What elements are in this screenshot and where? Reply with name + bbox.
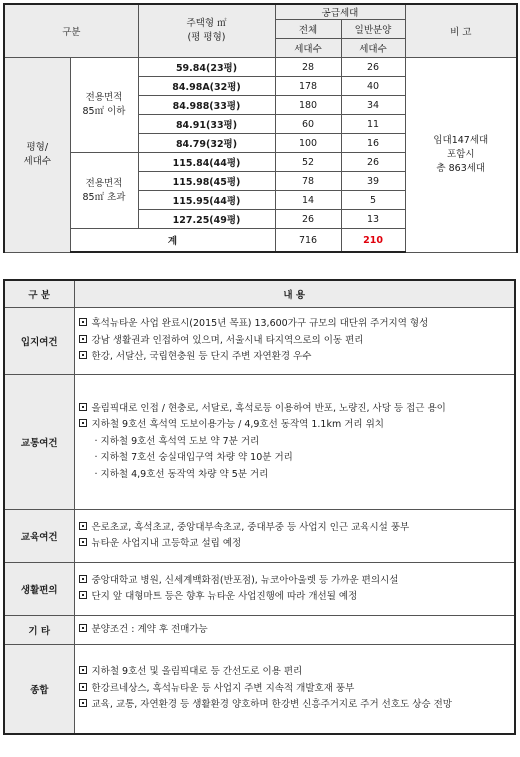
section-label-etc: 기 타	[4, 616, 74, 645]
remarks-cell	[405, 58, 517, 253]
general-cell: 26	[341, 153, 405, 172]
general-cell: 34	[341, 96, 405, 115]
square-bullet-icon	[79, 318, 87, 326]
bullet-text: 흑석뉴타운 사업 완료시(2015년 목표) 13,600가구 규모의 대단위 주거지역 형성	[91, 318, 429, 330]
total-cell: 14	[275, 191, 341, 210]
square-bullet-icon	[79, 666, 87, 674]
header-general-households: 세대수	[341, 39, 405, 58]
bullet-text: 한강, 서달산, 국립현충원 등 단지 주변 자연환경 우수	[91, 351, 312, 363]
bullet-line	[79, 520, 511, 537]
general-cell: 5	[341, 191, 405, 210]
header-supply: 공급세대	[275, 4, 405, 20]
bullet-text: 올림픽대로 인접 / 현충로, 서달로, 흑석로등 이용하여 반포, 노량진, 사당 등 접근 용이	[91, 402, 446, 414]
sub-line: · 지하철 4,9호선 동작역 차량 약 5분 거리	[94, 468, 269, 480]
bullet-text: 지하철 9호선 및 올림픽대로 등 간선도로 이용 편리	[91, 666, 303, 678]
section-label-transport: 교통여건	[4, 375, 74, 510]
sub-line: · 지하철 9호선 흑석역 도보 약 7분 거리	[94, 435, 260, 447]
bullet-line	[79, 349, 511, 366]
unit-type-cell: 84.91(33평)	[138, 115, 275, 134]
bullet-text: 중앙대학교 병원, 신세계백화점(반포점), 뉴코아아울렛 등 가까운 편의시설	[91, 574, 399, 586]
section-content-education	[74, 510, 515, 563]
unit-type-cell: 115.98(45평)	[138, 172, 275, 191]
bullet-line	[79, 573, 511, 590]
header-gubun: 구분	[4, 4, 138, 58]
unit-type-cell: 115.95(44평)	[138, 191, 275, 210]
square-bullet-icon	[79, 699, 87, 707]
unit-supply-table	[3, 3, 518, 253]
unit-type-cell: 127.25(49평)	[138, 210, 275, 229]
total-cell: 28	[275, 58, 341, 77]
section-label-summary: 종합	[4, 645, 74, 735]
square-bullet-icon	[79, 403, 87, 411]
unit-type-cell: 84.98A(32평)	[138, 77, 275, 96]
sum-general: 210	[341, 229, 405, 253]
total-cell: 60	[275, 115, 341, 134]
total-cell: 78	[275, 172, 341, 191]
bullet-line	[79, 333, 511, 350]
section-label-education: 교육여건	[4, 510, 74, 563]
bullet-line	[79, 681, 511, 698]
bullet-text: 강남 생활권과 인접하여 있으며, 서울시내 타지역으로의 이동 편리	[91, 334, 364, 346]
unit-type-cell: 115.84(44평)	[138, 153, 275, 172]
bullet-line	[79, 316, 511, 333]
square-bullet-icon	[79, 351, 87, 359]
section-content-convenience	[74, 563, 515, 616]
total-cell: 178	[275, 77, 341, 96]
group-85-below	[70, 58, 138, 153]
remarks-line2: 포함시	[447, 148, 475, 160]
remarks-line3: 총 863세대	[436, 162, 486, 174]
bullet-line	[79, 589, 511, 606]
section-content-location	[74, 308, 515, 375]
bullet-text: 교육, 교통, 자연환경 등 생활환경 양호하며 한강변 신흥주거지로 주거 선호도 상승 전망	[91, 699, 452, 711]
square-bullet-icon	[79, 683, 87, 691]
header-total: 전체	[275, 20, 341, 39]
bullet-text: 뉴타운 사업지내 고등학교 설립 예정	[91, 538, 242, 549]
unit-type-cell: 84.988(33평)	[138, 96, 275, 115]
header-remarks: 비 고	[405, 4, 517, 58]
bullet-line	[79, 664, 511, 681]
general-cell: 16	[341, 134, 405, 153]
bullet-line	[79, 417, 511, 434]
square-bullet-icon	[79, 522, 87, 530]
unit-type-cell: 84.79(32평)	[138, 134, 275, 153]
bullet-text: 단지 앞 대형마트 등은 향후 뉴타운 사업진행에 따라 개선될 예정	[91, 591, 358, 602]
square-bullet-icon	[79, 575, 87, 583]
square-bullet-icon	[79, 538, 87, 546]
square-bullet-icon	[79, 335, 87, 343]
group2-line1: 전용면적	[85, 177, 123, 189]
section-content-transport	[74, 375, 515, 510]
section-label-location: 입지여건	[4, 308, 74, 375]
sum-label: 계	[70, 229, 275, 253]
square-bullet-icon	[79, 419, 87, 427]
general-cell: 40	[341, 77, 405, 96]
location-info-table	[3, 279, 516, 735]
general-cell: 39	[341, 172, 405, 191]
section-label-convenience: 생활편의	[4, 563, 74, 616]
section-content-summary	[74, 645, 515, 735]
bullet-text: 한강르네상스, 흑석뉴타운 등 사업지 주변 지속적 개발호재 풍부	[91, 682, 355, 694]
bullet-line	[79, 536, 511, 553]
bullet-line	[79, 697, 511, 714]
group-85-above	[70, 153, 138, 229]
bullet-line	[79, 622, 511, 639]
header-unit-type-line2: (평 평형)	[187, 32, 226, 43]
general-cell: 11	[341, 115, 405, 134]
sub-line: · 지하철 7호선 숭실대입구역 차량 약 10분 거리	[94, 452, 293, 464]
unit-type-cell: 59.84(23평)	[138, 58, 275, 77]
square-bullet-icon	[79, 624, 87, 632]
side-label	[4, 58, 70, 253]
side-label-line1: 평형/	[26, 141, 49, 153]
header-content: 내 용	[74, 280, 515, 308]
total-cell: 26	[275, 210, 341, 229]
header-unit-type	[138, 4, 275, 58]
header-gubun-2: 구 분	[4, 280, 74, 308]
square-bullet-icon	[79, 591, 87, 599]
total-cell: 52	[275, 153, 341, 172]
bullet-text: 은로초교, 흑석초교, 중앙대부속초교, 중대부중 등 사업지 인근 교육시설 풍부	[91, 521, 410, 533]
remarks-line1: 임대147세대	[433, 134, 489, 146]
bullet-text: 지하철 9호선 흑석역 도보이용가능 / 4,9호선 동작역 1.1km 거리 위치	[91, 419, 384, 431]
total-cell: 180	[275, 96, 341, 115]
side-label-line2: 세대수	[23, 155, 52, 167]
sum-total: 716	[275, 229, 341, 253]
header-general: 일반분양	[341, 20, 405, 39]
general-cell: 13	[341, 210, 405, 229]
group2-line2: 85㎡ 초과	[82, 191, 126, 203]
header-total-households: 세대수	[275, 39, 341, 58]
group1-line2: 85㎡ 이하	[82, 106, 126, 117]
bullet-text: 분양조건 : 계약 후 전매가능	[91, 623, 208, 635]
general-cell: 26	[341, 58, 405, 77]
section-content-etc	[74, 616, 515, 645]
header-unit-type-line1: 주택형 ㎡	[186, 18, 227, 29]
bullet-line	[79, 401, 511, 418]
total-cell: 100	[275, 134, 341, 153]
group1-line1: 전용면적	[85, 92, 123, 103]
